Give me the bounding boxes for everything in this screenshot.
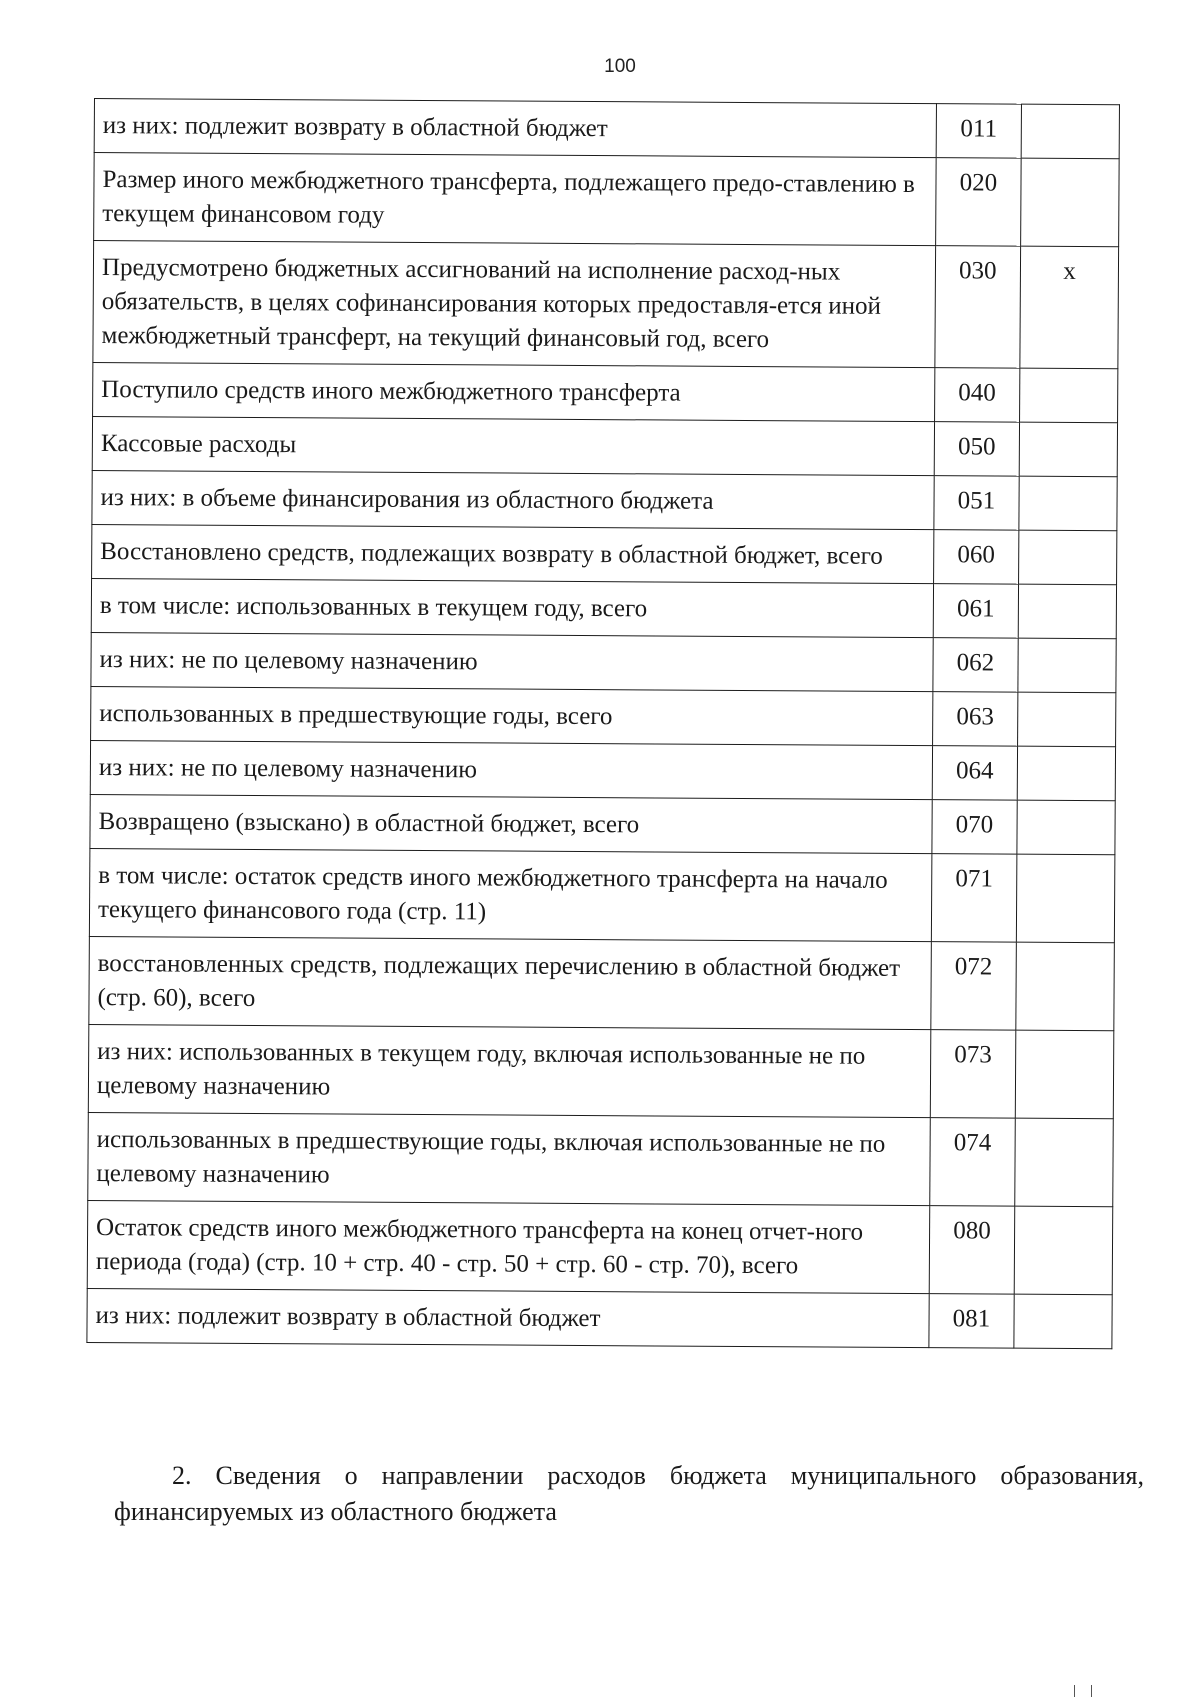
table-row (93, 362, 1118, 422)
table-row (87, 1288, 1112, 1348)
row-description: в том числе: остаток средств иного межбюджетного трансферта на начало текущего финансового года (стр. 11) (89, 848, 931, 941)
row-description: из них: не по целевому назначению (90, 740, 932, 799)
row-description: Кассовые расходы (92, 416, 934, 475)
row-value (1018, 584, 1116, 639)
row-description: в том числе: использованных в текущем году, всего (91, 578, 933, 637)
row-description: из них: подлежит возврату в областной бюджет (87, 1288, 929, 1347)
row-value (1018, 638, 1116, 693)
page-number: 100 (604, 56, 636, 77)
table-body (87, 99, 1120, 1349)
row-description: использованных в предшествующие годы, включая использованные не по целевому назначению (88, 1112, 930, 1205)
report-table (86, 98, 1120, 1349)
row-description: Размер иного межбюджетного трансферта, подлежащего предо-ставлению в текущем финансовом году (94, 153, 936, 246)
row-code: 040 (934, 368, 1020, 423)
row-code: 020 (935, 158, 1021, 247)
table-row (87, 1200, 1113, 1294)
row-code: 061 (933, 584, 1019, 639)
row-description: использованных в предшествующие годы, всего (91, 686, 933, 745)
row-value (1019, 422, 1117, 477)
row-value (1018, 692, 1116, 747)
row-code: 074 (929, 1118, 1015, 1207)
row-description: Восстановлено средств, подлежащих возврату в областной бюджет, всего (92, 524, 934, 583)
row-value (1014, 1294, 1112, 1349)
row-code: 070 (931, 800, 1017, 855)
row-description: Поступило средств иного межбюджетного трансферта (93, 362, 935, 421)
row-description: Предусмотрено бюджетных ассигнований на исполнение расход-ных обязательств, в целях софинансирования которых предоставля-ется иной межбюджетный трансферт, на текущий финансовый год, всего (93, 241, 935, 368)
table-row (88, 1112, 1114, 1206)
table-row (92, 416, 1117, 476)
table-row (94, 99, 1119, 159)
row-value (1017, 746, 1115, 801)
row-description: Остаток средств иного межбюджетного трансферта на конец отчет-ного периода (года) (стр. 10 + стр. 40 - стр. 50 + стр. 60 - стр. 70), всего (87, 1200, 929, 1293)
row-code: 030 (934, 246, 1020, 369)
table-row (91, 578, 1116, 638)
table-row (94, 153, 1120, 247)
row-description: Возвращено (взыскано) в областной бюджет, всего (90, 794, 932, 853)
row-code: 050 (934, 422, 1020, 477)
row-value (1017, 800, 1115, 855)
row-code: 051 (933, 476, 1019, 531)
table-row (89, 848, 1115, 942)
section-heading: 2. Сведения о направлении расходов бюджета муниципального образования, финансируемых из областного бюджета (114, 1461, 1144, 1526)
row-value (1014, 1206, 1112, 1295)
row-code: 071 (931, 854, 1017, 943)
row-description: из них: не по целевому назначению (91, 632, 933, 691)
row-value (1016, 942, 1114, 1031)
row-value (1015, 1118, 1113, 1207)
row-code: 073 (930, 1030, 1016, 1119)
table-row (90, 794, 1115, 854)
table-row (91, 632, 1116, 692)
table-row (92, 524, 1117, 584)
row-code: 064 (932, 746, 1018, 801)
row-value (1021, 104, 1119, 159)
row-value (1021, 158, 1119, 247)
row-value: x (1020, 246, 1119, 369)
table-row (93, 241, 1119, 369)
row-code: 081 (928, 1294, 1014, 1349)
scan-corner-mark (1074, 1685, 1092, 1697)
row-code: 060 (933, 530, 1019, 585)
row-value (1020, 368, 1118, 423)
row-description: из них: подлежит возврату в областной бюджет (94, 99, 936, 158)
table-row (88, 1024, 1114, 1118)
row-value (1019, 476, 1117, 531)
row-value (1019, 530, 1117, 585)
row-description: восстановленных средств, подлежащих перечислению в областной бюджет (стр. 60), всего (89, 936, 931, 1029)
row-code: 072 (930, 942, 1016, 1031)
row-description: из них: в объеме финансирования из областного бюджета (92, 470, 934, 529)
row-description: из них: использованных в текущем году, включая использованные не по целевому назначению (88, 1024, 930, 1117)
row-code: 063 (932, 692, 1018, 747)
row-code: 062 (932, 638, 1018, 693)
table-row (91, 686, 1116, 746)
row-code: 080 (929, 1206, 1015, 1295)
table-row (92, 470, 1117, 530)
table-row (89, 936, 1115, 1030)
row-value (1017, 854, 1115, 943)
row-code: 011 (936, 104, 1022, 159)
table-row (90, 740, 1115, 800)
row-value (1016, 1030, 1114, 1119)
